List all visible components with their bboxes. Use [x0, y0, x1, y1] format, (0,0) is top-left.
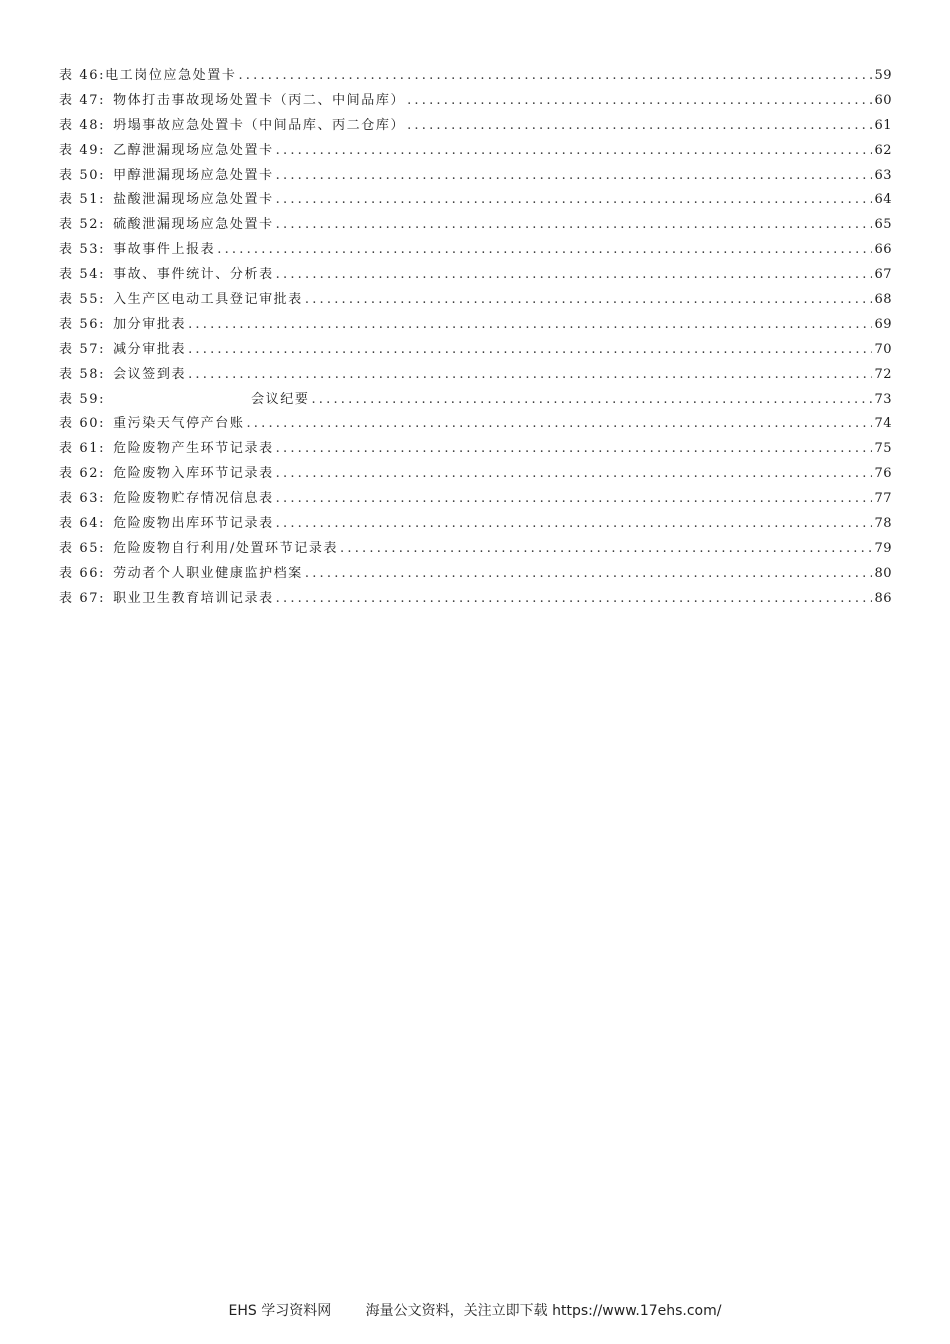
toc-entry-56[interactable]: [59, 313, 892, 338]
toc-entry-page: 67: [874, 267, 892, 283]
toc-entry-51[interactable]: [59, 188, 892, 213]
toc-entry-title: 危险废物入库环节记录表: [113, 466, 274, 482]
toc-entry-number: 表 47:: [59, 92, 106, 108]
toc-entry-title: 危险废物产生环节记录表: [113, 441, 274, 457]
toc-entry-48[interactable]: [59, 114, 892, 139]
toc-entry-page: 72: [874, 366, 892, 382]
toc-entry-page: 73: [874, 391, 892, 407]
toc-entry-title: 劳动者个人职业健康监护档案: [113, 565, 303, 581]
toc-entry-title: 乙醇泄漏现场应急处置卡: [113, 142, 274, 158]
toc-entry-title: 电工岗位应急处置卡: [105, 68, 237, 83]
toc-entry-59[interactable]: [59, 388, 892, 413]
toc-entry-page: 70: [874, 341, 892, 357]
toc-entry-46[interactable]: [59, 64, 892, 89]
toc-entry-title: 职业卫生教育培训记录表: [113, 590, 274, 606]
toc-entry-page: 77: [874, 491, 892, 507]
toc-entry-49[interactable]: [59, 139, 892, 164]
toc-entry-58[interactable]: [59, 363, 892, 388]
toc-entry-title: 危险废物自行利用/处置环节记录表: [113, 540, 339, 556]
toc-entry-67[interactable]: [59, 587, 892, 612]
toc-dot-leader: [238, 68, 872, 83]
toc-dot-leader: [276, 591, 873, 606]
toc-entry-55[interactable]: [59, 288, 892, 313]
toc-entry-page: 60: [874, 92, 892, 108]
toc-dot-leader: [407, 93, 872, 108]
table-of-contents: [59, 64, 892, 612]
toc-entry-title: 加分审批表: [113, 316, 187, 332]
toc-dot-leader: [276, 466, 873, 481]
toc-entry-number: 表 55:: [59, 292, 106, 308]
toc-entry-page: 62: [874, 142, 892, 158]
toc-dot-leader: [188, 367, 872, 382]
toc-entry-page: 76: [874, 466, 892, 482]
toc-entry-number: 表 62:: [59, 466, 106, 482]
toc-entry-number: 表 59:: [59, 391, 106, 407]
toc-entry-title: 危险废物出库环节记录表: [113, 516, 274, 532]
toc-entry-title: 危险废物贮存情况信息表: [113, 491, 274, 507]
toc-entry-number: 表 46:: [59, 68, 106, 83]
toc-entry-number: 表 66:: [59, 565, 106, 581]
toc-entry-number: 表 61:: [59, 441, 106, 457]
toc-entry-page: 68: [874, 292, 892, 308]
toc-dot-leader: [188, 342, 872, 357]
toc-entry-number: 表 48:: [59, 117, 106, 133]
toc-entry-number: 表 67:: [59, 590, 106, 606]
toc-entry-page: 79: [874, 540, 892, 556]
toc-entry-page: 61: [874, 117, 892, 133]
toc-entry-page: 75: [874, 441, 892, 457]
toc-dot-leader: [340, 541, 872, 556]
toc-entry-number: 表 60:: [59, 416, 106, 432]
toc-entry-title: 硫酸泄漏现场应急处置卡: [113, 217, 274, 233]
footer-slogan[interactable]: 海量公文资料，关注立即下载 https://www.17ehs.com/: [365, 1303, 722, 1319]
toc-entry-page: 69: [874, 316, 892, 332]
toc-entry-50[interactable]: [59, 164, 892, 189]
toc-entry-number: 表 57:: [59, 341, 106, 357]
toc-entry-number: 表 53:: [59, 242, 106, 258]
toc-dot-leader: [407, 118, 872, 133]
toc-entry-60[interactable]: [59, 412, 892, 437]
toc-dot-leader: [311, 392, 872, 407]
toc-entry-54[interactable]: [59, 263, 892, 288]
toc-entry-page: 63: [874, 167, 892, 183]
toc-entry-title: 物体打击事故现场处置卡（丙二、中间品库）: [113, 92, 406, 108]
toc-entry-number: 表 49:: [59, 142, 106, 158]
toc-entry-title: 盐酸泄漏现场应急处置卡: [113, 192, 274, 208]
toc-entry-number: 表 64:: [59, 516, 106, 532]
toc-entry-page: 74: [874, 416, 892, 432]
toc-entry-title: 事故事件上报表: [113, 242, 216, 258]
toc-entry-title: 会议纪要: [251, 391, 310, 407]
toc-entry-65[interactable]: [59, 537, 892, 562]
toc-entry-page: 66: [874, 242, 892, 258]
toc-entry-number: 表 63:: [59, 491, 106, 507]
toc-entry-title: 甲醇泄漏现场应急处置卡: [113, 167, 274, 183]
toc-entry-page: 64: [874, 192, 892, 208]
toc-dot-leader: [276, 143, 873, 158]
toc-dot-leader: [188, 317, 872, 332]
toc-dot-leader: [276, 516, 873, 531]
toc-entry-number: 表 58:: [59, 366, 106, 382]
toc-entry-57[interactable]: [59, 338, 892, 363]
toc-entry-number: 表 54:: [59, 267, 106, 283]
toc-entry-number: 表 52:: [59, 217, 106, 233]
toc-entry-title: 减分审批表: [113, 341, 187, 357]
toc-entry-page: 59: [874, 68, 892, 83]
toc-dot-leader: [217, 242, 872, 257]
toc-entry-number: 表 65:: [59, 540, 106, 556]
toc-entry-title: 会议签到表: [113, 366, 187, 382]
toc-entry-47[interactable]: [59, 89, 892, 114]
toc-dot-leader: [246, 416, 872, 431]
toc-entry-61[interactable]: [59, 437, 892, 462]
toc-entry-number: 表 51:: [59, 192, 106, 208]
toc-entry-title: 重污染天气停产台账: [113, 416, 245, 432]
toc-entry-66[interactable]: [59, 562, 892, 587]
toc-dot-leader: [276, 217, 873, 232]
toc-entry-53[interactable]: [59, 238, 892, 263]
toc-entry-number: 表 50:: [59, 167, 106, 183]
toc-dot-leader: [276, 168, 873, 183]
toc-entry-52[interactable]: [59, 213, 892, 238]
toc-entry-63[interactable]: [59, 487, 892, 512]
toc-entry-62[interactable]: [59, 462, 892, 487]
toc-dot-leader: [276, 267, 873, 282]
toc-dot-leader: [305, 566, 873, 581]
page-footer: [0, 1300, 950, 1320]
toc-entry-page: 80: [874, 565, 892, 581]
toc-entry-title: 坍塌事故应急处置卡（中间品库、丙二仓库）: [113, 117, 406, 133]
toc-dot-leader: [305, 292, 873, 307]
toc-dot-leader: [276, 441, 873, 456]
toc-entry-title: 事故、事件统计、分析表: [113, 267, 274, 283]
toc-dot-leader: [276, 192, 873, 207]
toc-entry-number: 表 56:: [59, 316, 106, 332]
toc-entry-page: 86: [874, 590, 892, 606]
footer-site-name: EHS 学习资料网: [228, 1303, 332, 1319]
toc-entry-title: 入生产区电动工具登记审批表: [113, 292, 303, 308]
toc-entry-page: 78: [874, 516, 892, 532]
toc-entry-64[interactable]: [59, 512, 892, 537]
toc-entry-page: 65: [874, 217, 892, 233]
toc-dot-leader: [276, 491, 873, 506]
